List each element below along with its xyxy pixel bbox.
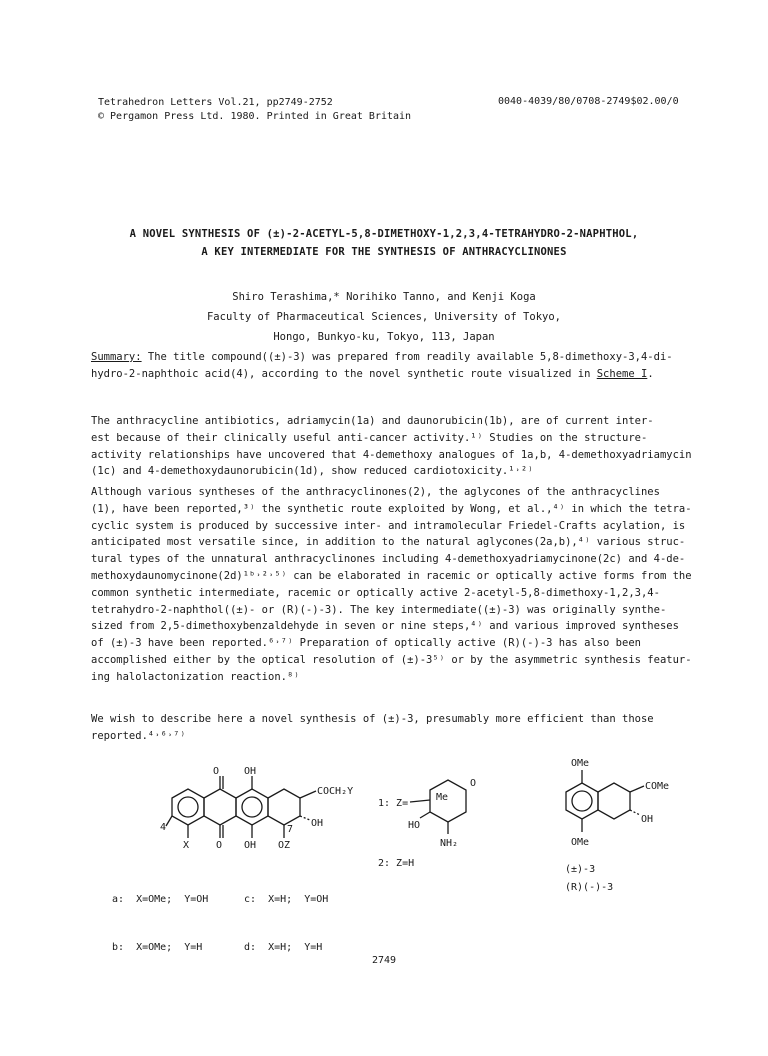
- legend-a: a: X=OMe; Y=OH: [112, 894, 209, 905]
- copyright-line: © Pergamon Press Ltd. 1980. Printed in Great Britain: [98, 111, 412, 122]
- text-line: est because of their clinically useful anti-cancer activity.¹⁾ Studies on the structure-: [91, 431, 648, 444]
- journal-citation: Tetrahedron Letters Vol.21, pp2749-2752: [98, 97, 333, 108]
- summary-line-2: hydro-2-naphthoic acid(4), according to the novel synthetic route visualized in: [91, 367, 597, 380]
- text-line: (1c) and 4-demethoxydaunorubicin(1d), show reduced cardiotoxicity.¹˒²⁾: [91, 465, 534, 478]
- amino-label: NH₂: [440, 838, 459, 849]
- affiliation: Faculty of Pharmaceutical Sciences, University of Tokyo,: [206, 311, 561, 323]
- coch2y-label: COCH₂Y: [317, 786, 354, 797]
- carbonyl-o-top: O: [213, 766, 220, 777]
- text-line: ing halolactonization reaction.⁸⁾: [91, 670, 300, 683]
- legend-d: d: X=H; Y=H: [244, 942, 323, 953]
- text-line: tural types of the unnatural anthracyclinones including 4-demethoxyadriamycinone(2c) and 4-de-: [91, 553, 686, 566]
- text-line: anticipated most versatile since, in addition to the natural aglycones(2a,b),⁴⁾ various struc-: [91, 536, 686, 549]
- oh-top-label: OH: [244, 766, 257, 777]
- legend-right: [244, 860, 328, 988]
- text-line: sized from 2,5-dimethoxybenzaldehyde in seven or nine steps,⁴⁾ and various improved syntheses: [91, 620, 679, 633]
- text-line: common synthetic intermediate, racemic or optically active 2-acetyl-5,8-dimethoxy-1,2,3,4-: [91, 586, 660, 599]
- compound-1-label: 1: Z=: [378, 798, 409, 809]
- methyl-label: Me: [436, 792, 449, 803]
- racemic-3-label: (±)-3: [565, 864, 596, 875]
- legend-b: b: X=OMe; Y=H: [112, 942, 203, 953]
- position-7-label: 7: [287, 824, 294, 835]
- summary-line-1: The title compound((±)-3) was prepared from readily available 5,8-dimethoxy-3,4-di-: [141, 351, 673, 363]
- summary-end: .: [647, 367, 654, 380]
- r-3-label: (R)(-)-3: [565, 882, 614, 893]
- scheme-ref: Scheme I: [596, 367, 648, 380]
- page-number: 2749: [371, 955, 397, 966]
- text-line: of (±)-3 have been reported.⁶˒⁷⁾ Preparation of optically active (R)(-)-3 has also been: [91, 637, 641, 650]
- methoxy-top-label: OMe: [571, 758, 590, 769]
- oh-bottom-label: OH: [244, 840, 257, 851]
- text-line: We wish to describe here a novel synthesis of (±)-3, presumably more efficient than those: [91, 713, 654, 725]
- title-line-2: A KEY INTERMEDIATE FOR THE SYNTHESIS OF ANTHRACYCLINONES: [201, 246, 567, 258]
- legend-left: [112, 860, 208, 988]
- text-line: The anthracycline antibiotics, adriamycin(1a) and daunorubicin(1b), are of current inter-: [91, 415, 654, 427]
- text-line: cyclic system is produced by successive inter- and intramolecular Friedel-Crafts acylation, is: [91, 519, 686, 532]
- position-4-label: 4: [160, 822, 167, 833]
- article-code: 0040-4039/80/0708-2749$02.00/0: [498, 96, 679, 107]
- methoxy-bottom-label: OMe: [571, 837, 590, 848]
- x-substituent-label: X: [183, 840, 190, 851]
- text-line: activity relationships have uncovered that 4-demethoxy analogues of 1a,b, 4-demethoxyadriamycin: [91, 448, 692, 461]
- legend-c: c: X=H; Y=OH: [244, 894, 329, 905]
- acetyl-label: COMe: [645, 781, 670, 792]
- text-line: Although various syntheses of the anthracyclinones(2), the aglycones of the anthracyclines: [91, 486, 660, 498]
- title-line-1: A NOVEL SYNTHESIS OF (±)-2-ACETYL-5,8-DIMETHOXY-1,2,3,4-TETRAHYDRO-2-NAPHTHOL,: [129, 228, 639, 240]
- compound-2-label: 2: Z=H: [378, 858, 415, 869]
- oh-3-label: OH: [641, 814, 654, 825]
- ring-oxygen-label: O: [470, 778, 477, 789]
- text-line: tetrahydro-2-naphthol((±)- or (R)(-)-3). The key intermediate((±)-3) was originally synthe-: [91, 603, 667, 616]
- summary-label: Summary:: [91, 351, 142, 363]
- oz-label: OZ: [278, 840, 291, 851]
- author-names: Shiro Terashima,* Norihiko Tanno, and Kenji Koga: [232, 291, 536, 303]
- compound-3-structure: [566, 770, 644, 832]
- oh-side-label: OH: [311, 818, 324, 829]
- address: Hongo, Bunkyo-ku, Tokyo, 113, Japan: [273, 331, 495, 343]
- text-line: (1), have been reported,³⁾ the synthetic route exploited by Wong, et al.,⁴⁾ in which the tetra-: [91, 502, 692, 515]
- anthracyclinone-structure: [166, 776, 316, 838]
- carbonyl-o-bottom: O: [216, 840, 223, 851]
- text-line: reported.⁴˒⁶˒⁷⁾: [91, 729, 186, 742]
- text-line: methoxydaunomycinone(2d)¹ᵇ˒²˒⁵⁾ can be elaborated in racemic or optically active forms from the: [91, 569, 692, 582]
- hydroxy-label: HO: [408, 820, 421, 831]
- text-line: accomplished either by the optical resolution of (±)-3⁵⁾ or by the asymmetric synthesis featur-: [91, 653, 692, 666]
